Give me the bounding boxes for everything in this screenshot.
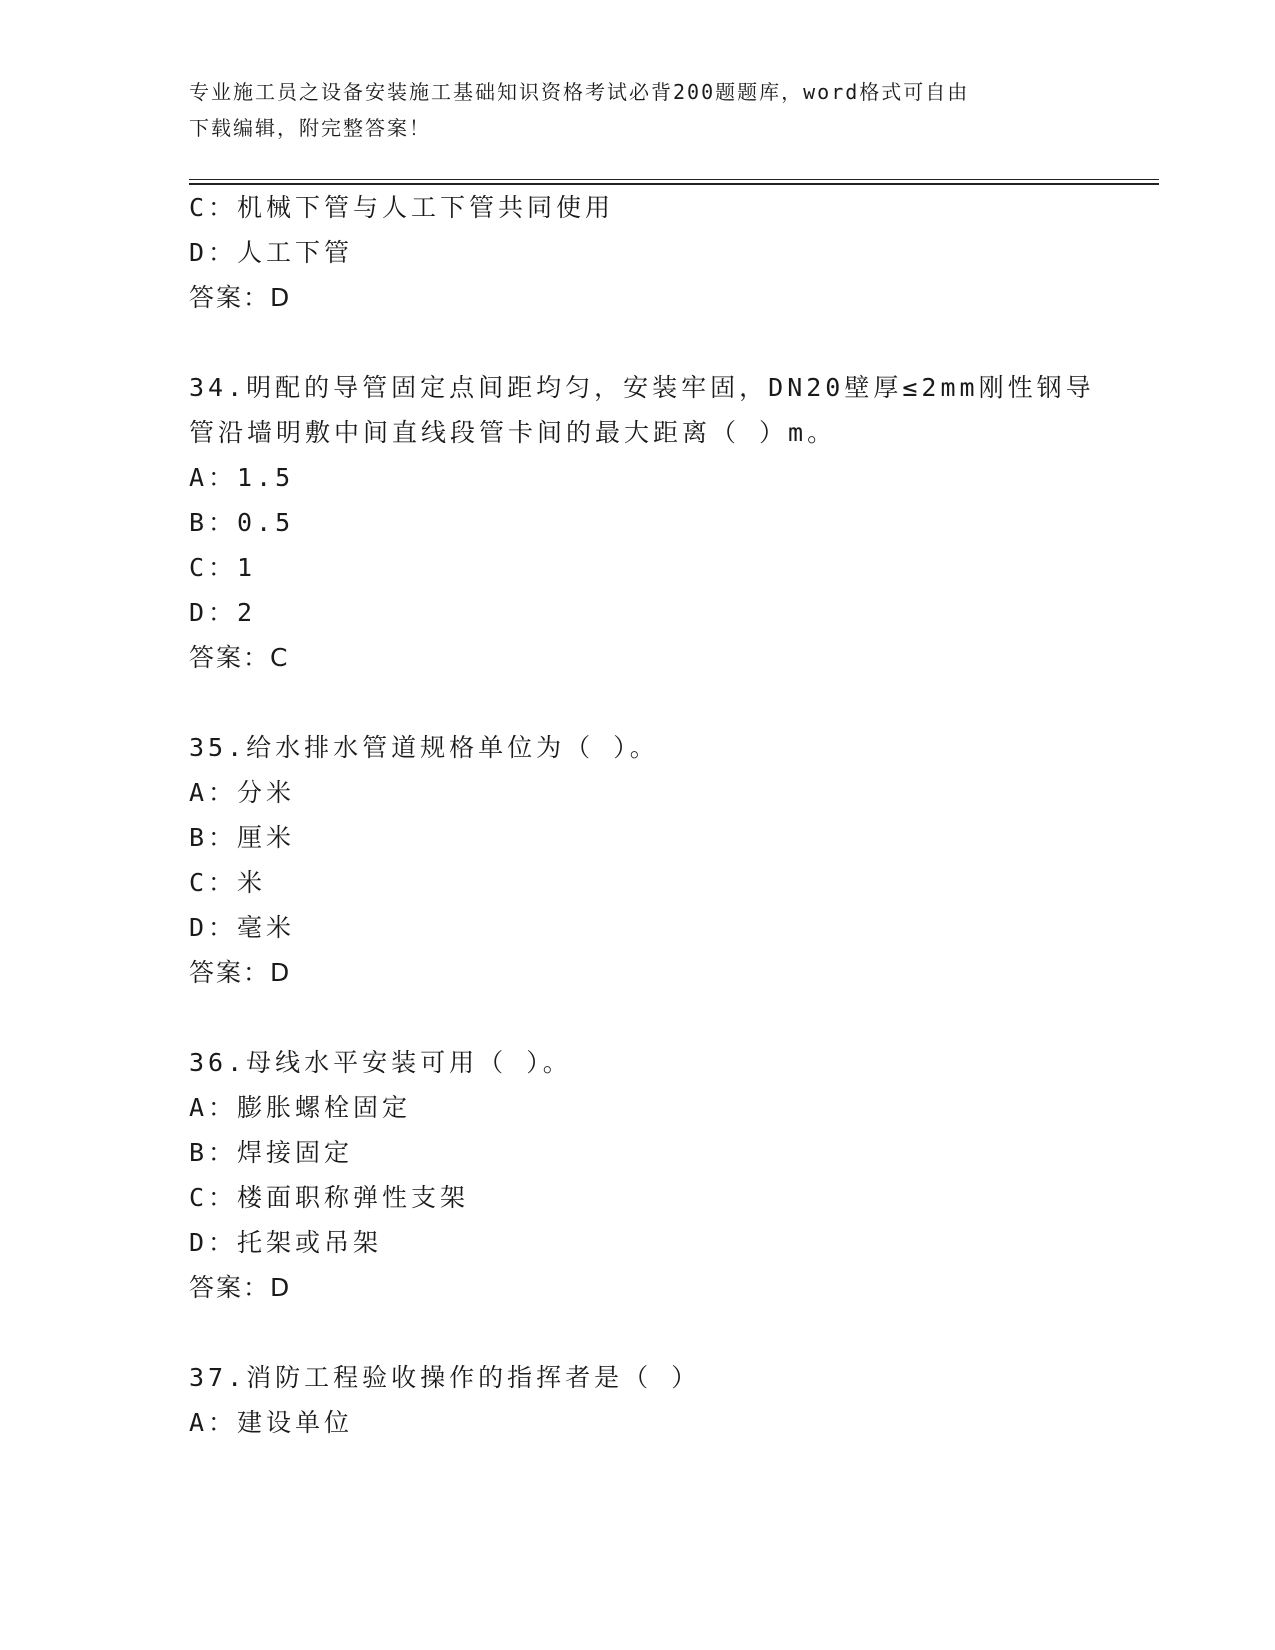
header-divider-thick [189,183,1159,185]
header-line-1: 专业施工员之设备安装施工基础知识资格考试必背200题题库，word格式可自由 [189,80,970,104]
q34-option-d: D：2 [189,598,257,627]
q37-stem: 37.消防工程验收操作的指挥者是（ ） [189,1363,701,1392]
q35-option-c: C：米 [189,868,267,897]
q33-option-d: D：人工下管 [189,238,354,267]
q36-option-d: D：托架或吊架 [189,1228,383,1257]
q36-answer: 答案：D [189,1273,292,1302]
q33-option-c: C：机械下管与人工下管共同使用 [189,193,615,222]
q34-answer: 答案：C [189,643,290,672]
q36-option-a: A：膨胀螺栓固定 [189,1093,412,1122]
q36-option-c: C：楼面职称弹性支架 [189,1183,470,1212]
q35-option-b: B：厘米 [189,823,296,852]
q34-stem-line-2: 管沿墙明敷中间直线段管卡间的最大距离（ ）m。 [189,418,837,447]
header-line-2: 下载编辑，附完整答案！ [189,116,431,140]
q36-option-b: B：焊接固定 [189,1138,354,1167]
q36-stem: 36.母线水平安装可用（ ）。 [189,1048,572,1077]
q34-stem-line-1: 34.明配的导管固定点间距均匀，安装牢固，DN20壁厚≤2mm刚性钢导 [189,373,1095,402]
q35-stem: 35.给水排水管道规格单位为（ ）。 [189,733,659,762]
q35-answer: 答案：D [189,958,292,987]
q34-option-a: A：1.5 [189,463,295,492]
q35-option-d: D：毫米 [189,913,296,942]
q33-answer: 答案：D [189,283,292,312]
q35-option-a: A：分米 [189,778,296,807]
q37-option-a: A：建设单位 [189,1408,354,1437]
document-header [189,74,1089,146]
header-divider-thin [189,179,1159,180]
q34-option-c: C：1 [189,553,257,582]
q34-option-b: B：0.5 [189,508,295,537]
